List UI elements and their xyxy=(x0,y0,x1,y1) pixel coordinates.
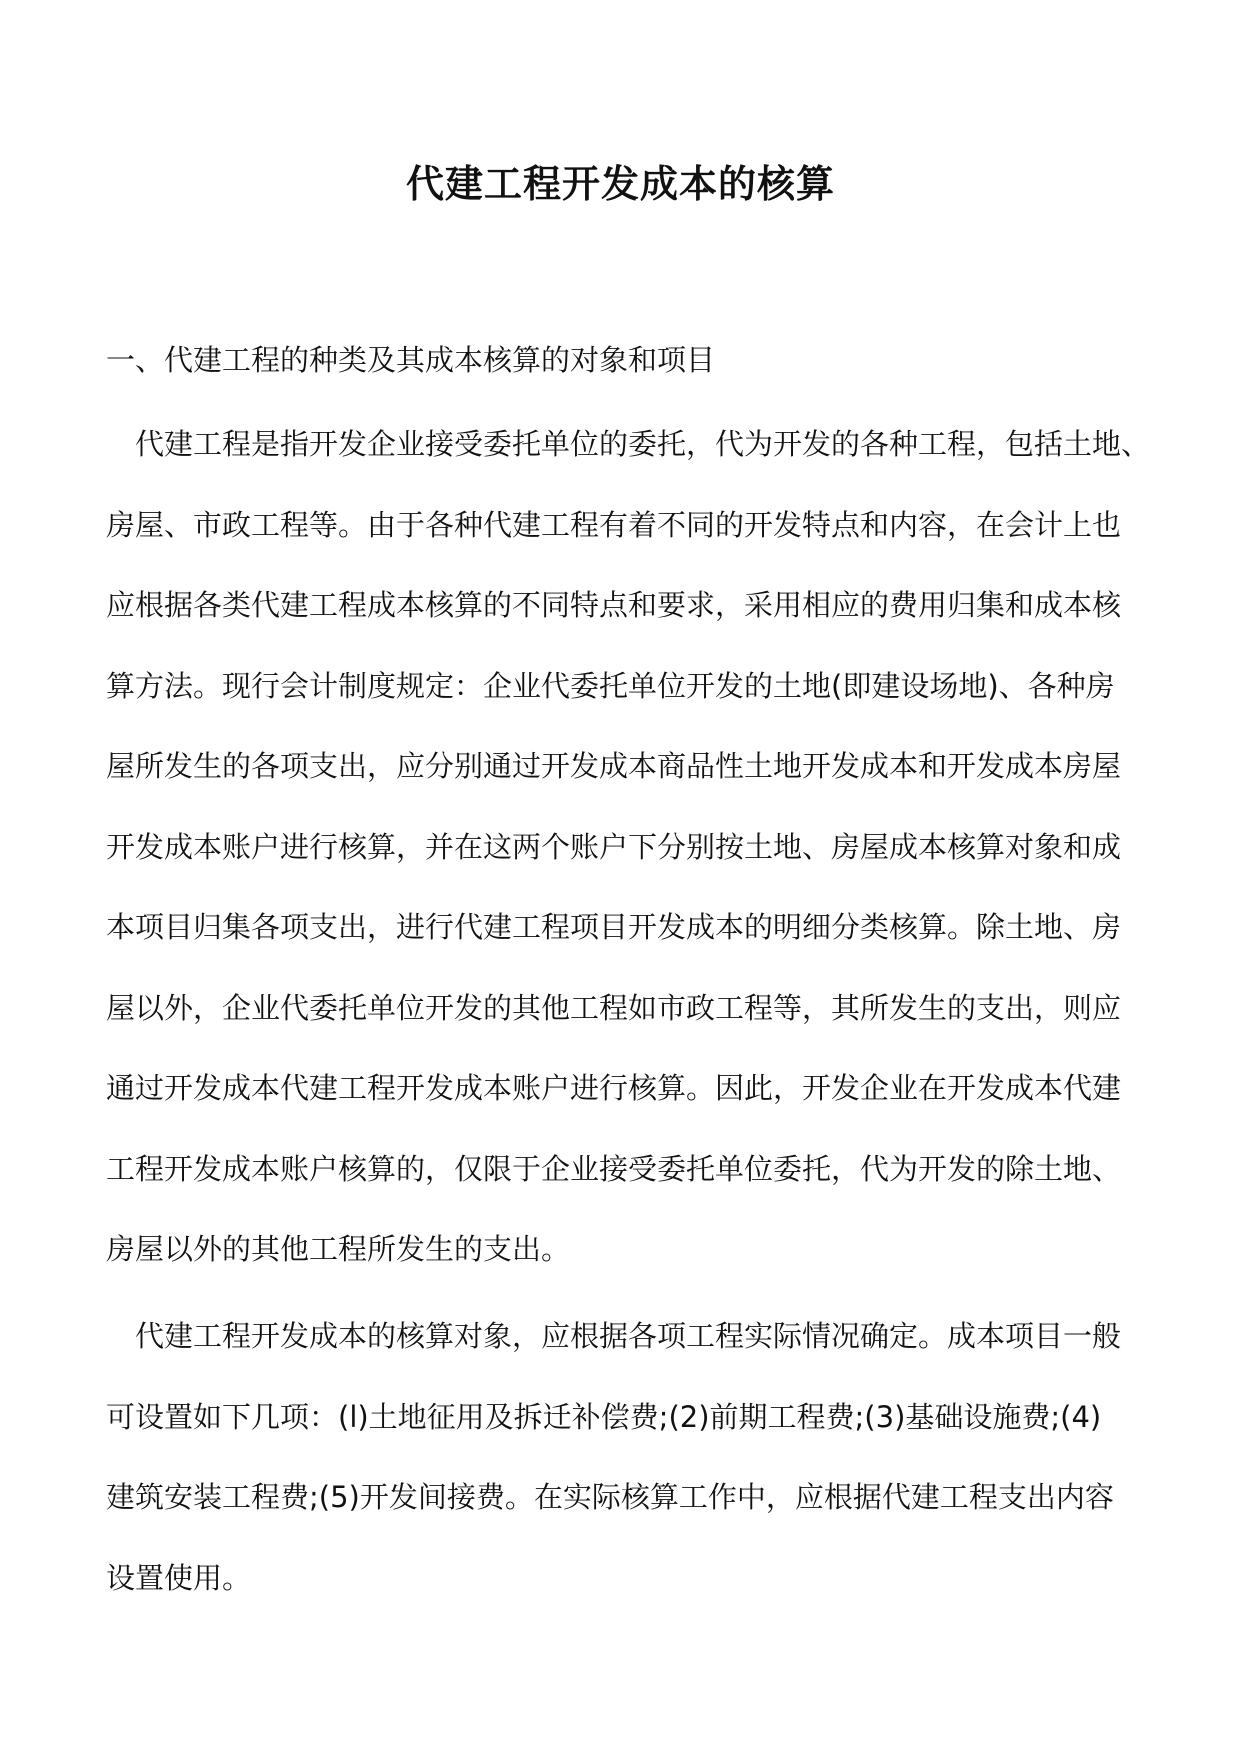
paragraph-line: 代建工程是指开发企业接受委托单位的委托，代为开发的各种工程，包括土地、 xyxy=(135,427,1151,461)
paragraph-1 xyxy=(106,424,1151,1269)
paragraph-line: 可设置如下几项：(l)土地征用及拆迁补偿费;(2)前期工程费;(3)基础设施费;(4) xyxy=(106,1399,1102,1434)
document-title: 代建工程开发成本的核算 xyxy=(405,162,835,206)
paragraph-line: 通过开发成本代建工程开发成本账户进行核算。因此，开发企业在开发成本代建 xyxy=(106,1071,1122,1105)
paragraph-line: 开发成本账户进行核算，并在这两个账户下分别按土地、房屋成本核算对象和成 xyxy=(106,829,1122,864)
paragraph-line: 设置使用。 xyxy=(106,1560,252,1595)
section-heading: 一、代建工程的种类及其成本核算的对象和项目 xyxy=(106,343,716,377)
paragraph-line: 应根据各类代建工程成本核算的不同特点和要求，采用相应的费用归集和成本核 xyxy=(106,588,1122,622)
paragraph-line: 屋所发生的各项支出，应分别通过开发成本商品性土地开发成本和开发成本房屋 xyxy=(106,749,1122,783)
paragraph-line: 房屋、市政工程等。由于各种代建工程有着不同的开发特点和内容，在会计上也 xyxy=(106,507,1122,542)
paragraph-line: 本项目归集各项支出，进行代建工程项目开发成本的明细分类核算。除土地、房 xyxy=(106,910,1122,944)
paragraph-line: 算方法。现行会计制度规定：企业代委托单位开发的土地(即建设场地)、各种房 xyxy=(106,668,1115,703)
paragraph-2 xyxy=(106,1316,1136,1598)
paragraph-line: 代建工程开发成本的核算对象，应根据各项工程实际情况确定。成本项目一般 xyxy=(135,1319,1122,1353)
paragraph-line: 建筑安装工程费;(5)开发间接费。在实际核算工作中，应根据代建工程支出内容 xyxy=(106,1480,1114,1514)
paragraph-line: 屋以外，企业代委托单位开发的其他工程如市政工程等，其所发生的支出，则应 xyxy=(106,990,1122,1025)
paragraph-line: 房屋以外的其他工程所发生的支出。 xyxy=(106,1232,571,1266)
paragraph-line: 工程开发成本账户核算的，仅限于企业接受委托单位委托，代为开发的除土地、 xyxy=(106,1151,1122,1186)
